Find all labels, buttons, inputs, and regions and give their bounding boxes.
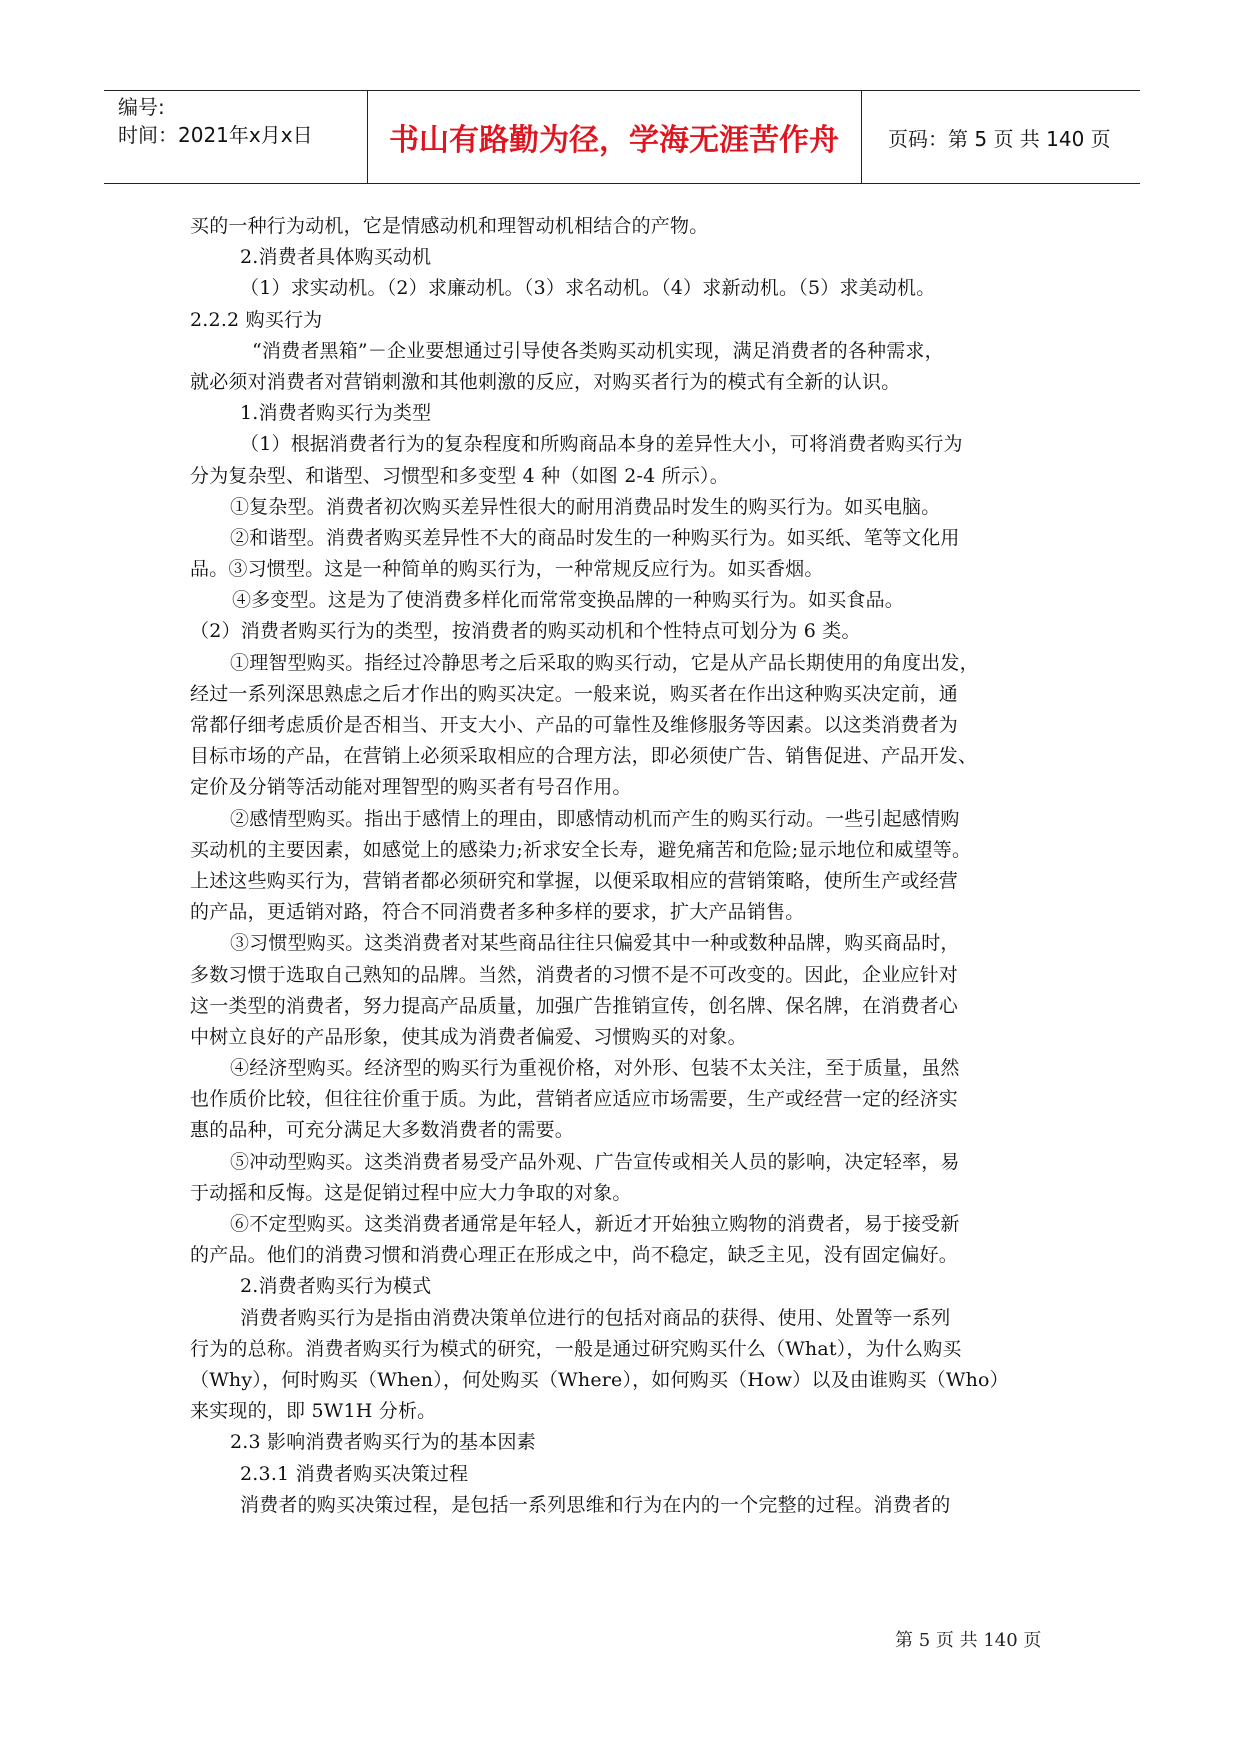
text-line: 的产品，更适销对路，符合不同消费者多种多样的要求，扩大产品销售。 bbox=[190, 901, 805, 924]
text-line: ⑥不定型购买。这类消费者通常是年轻人，新近才开始独立购物的消费者，易于接受新 bbox=[230, 1213, 960, 1235]
header-page-indicator: 页码：第 5 页 共 140 页 bbox=[888, 126, 1111, 151]
text-line: ④多变型。这是为了使消费多样化而常常变换品牌的一种购买行为。如买食品。 bbox=[232, 589, 905, 612]
body-text bbox=[190, 211, 1060, 1521]
text-line: ①复杂型。消费者初次购买差异性很大的耐用消费品时发生的购买行为。如买电脑。 bbox=[230, 495, 941, 518]
text-line: 消费者的购买决策过程，是包括一系列思维和行为在内的一个完整的过程。消费者的 bbox=[240, 1493, 951, 1516]
text-line: 惠的品种，可充分满足大多数消费者的需要。 bbox=[190, 1119, 575, 1142]
text-line: 上述这些购买行为，营销者都必须研究和掌握，以便采取相应的营销策略，使所生产或经营 bbox=[190, 869, 959, 892]
text-line: ②和谐型。消费者购买差异性不大的商品时发生的一种购买行为。如买纸、笔等文化用 bbox=[230, 526, 960, 549]
text-line: 2.2.2 购买行为 bbox=[190, 308, 323, 331]
text-line: 消费者购买行为是指由消费决策单位进行的包括对商品的获得、使用、处置等一系列 bbox=[240, 1306, 951, 1329]
text-line: 定价及分销等活动能对理智型的购买者有号召作用。 bbox=[190, 776, 632, 799]
text-line: 经过一系列深思熟虑之后才作出的购买决定。一般来说，购买者在作出这种购买决定前，通 bbox=[190, 682, 959, 705]
text-line: 这一类型的消费者，努力提高产品质量，加强广告推销宣传，创名牌、保名牌，在消费者心 bbox=[190, 994, 959, 1017]
text-line: 就必须对消费者对营销刺激和其他刺激的反应，对购买者行为的模式有全新的认识。 bbox=[190, 370, 901, 393]
text-line: （2）消费者购买行为的类型，按消费者的购买动机和个性特点可划分为 6 类。 bbox=[190, 620, 861, 643]
text-line: 来实现的，即 5W1H 分析。 bbox=[190, 1400, 437, 1423]
text-line: 常都仔细考虑质价是否相当、开支大小、产品的可靠性及维修服务等因素。以这类消费者为 bbox=[190, 714, 959, 736]
text-line: 的产品。他们的消费习惯和消费心理正在形成之中，尚不稳定，缺乏主见，没有固定偏好。 bbox=[190, 1244, 959, 1267]
text-line: ④经济型购买。经济型的购买行为重视价格，对外形、包装不太关注，至于质量，虽然 bbox=[230, 1057, 960, 1080]
text-line: 2.3.1 消费者购买决策过程 bbox=[240, 1462, 469, 1485]
text-line: 中树立良好的产品形象，使其成为消费者偏爱、习惯购买的对象。 bbox=[190, 1025, 747, 1048]
document-number-label: 编号: bbox=[118, 95, 165, 119]
text-line: 2.3 影响消费者购买行为的基本因素 bbox=[230, 1431, 536, 1454]
header-motto: 书山有路勤为径，学海无涯苦作舟 bbox=[389, 123, 839, 158]
header-divider bbox=[367, 91, 368, 183]
text-line: 2.消费者具体购买动机 bbox=[240, 246, 432, 269]
text-line: 分为复杂型、和谐型、习惯型和多变型 4 种（如图 2-4 所示）。 bbox=[190, 464, 729, 487]
text-line: （1）根据消费者行为的复杂程度和所购商品本身的差异性大小，可将消费者购买行为 bbox=[240, 433, 963, 456]
page-footer: 第 5 页 共 140 页 bbox=[895, 1630, 1042, 1651]
text-line: 买的一种行为动机，它是情感动机和理智动机相结合的产物。 bbox=[190, 215, 709, 237]
text-line: ①理智型购买。指经过冷静思考之后采取的购买行动，它是从产品长期使用的角度出发， bbox=[230, 651, 979, 674]
header-meta bbox=[118, 93, 313, 149]
text-line: 行为的总称。消费者购买行为模式的研究，一般是通过研究购买什么（What），为什么购买 bbox=[190, 1337, 962, 1360]
text-line: ②感情型购买。指出于感情上的理由，即感情动机而产生的购买行动。一些引起感情购 bbox=[230, 807, 960, 830]
text-line: 品。③习惯型。这是一种简单的购买行为，一种常规反应行为。如买香烟。 bbox=[190, 558, 824, 581]
text-line: ③习惯型购买。这类消费者对某些商品往往只偏爱其中一种或数种品牌，购买商品时， bbox=[230, 932, 960, 955]
text-line: ⑤冲动型购买。这类消费者易受产品外观、广告宣传或相关人员的影响，决定轻率，易 bbox=[230, 1150, 960, 1173]
text-line: 1.消费者购买行为类型 bbox=[240, 402, 432, 425]
text-line: 目标市场的产品，在营销上必须采取相应的合理方法，即必须使广告、销售促进、产品开发、 bbox=[190, 745, 978, 768]
header-divider bbox=[861, 91, 862, 183]
text-line: （Why），何时购买（When），何处购买（Where），如何购买（How）以及由谁购买（Who） bbox=[190, 1368, 1009, 1391]
page-header bbox=[104, 90, 1140, 184]
text-line: 也作质价比较，但往往价重于质。为此，营销者应适应市场需要，生产或经营一定的经济实 bbox=[190, 1088, 959, 1111]
text-line: “消费者黑箱”－企业要想通过引导使各类购买动机实现，满足消费者的各种需求， bbox=[252, 339, 944, 362]
text-line: 多数习惯于选取自己熟知的品牌。当然，消费者的习惯不是不可改变的。因此，企业应针对 bbox=[190, 963, 959, 986]
text-line: （1）求实动机。（2）求廉动机。（3）求名动机。（4）求新动机。（5）求美动机。 bbox=[240, 277, 936, 300]
text-line: 2.消费者购买行为模式 bbox=[240, 1275, 432, 1298]
document-time-label: 时间：2021年x月x日 bbox=[118, 123, 313, 147]
text-line: 于动摇和反悔。这是促销过程中应大力争取的对象。 bbox=[190, 1181, 632, 1204]
text-line: 买动机的主要因素，如感觉上的感染力;祈求安全长寿，避免痛苦和危险;显示地位和威望等。 bbox=[190, 838, 972, 861]
